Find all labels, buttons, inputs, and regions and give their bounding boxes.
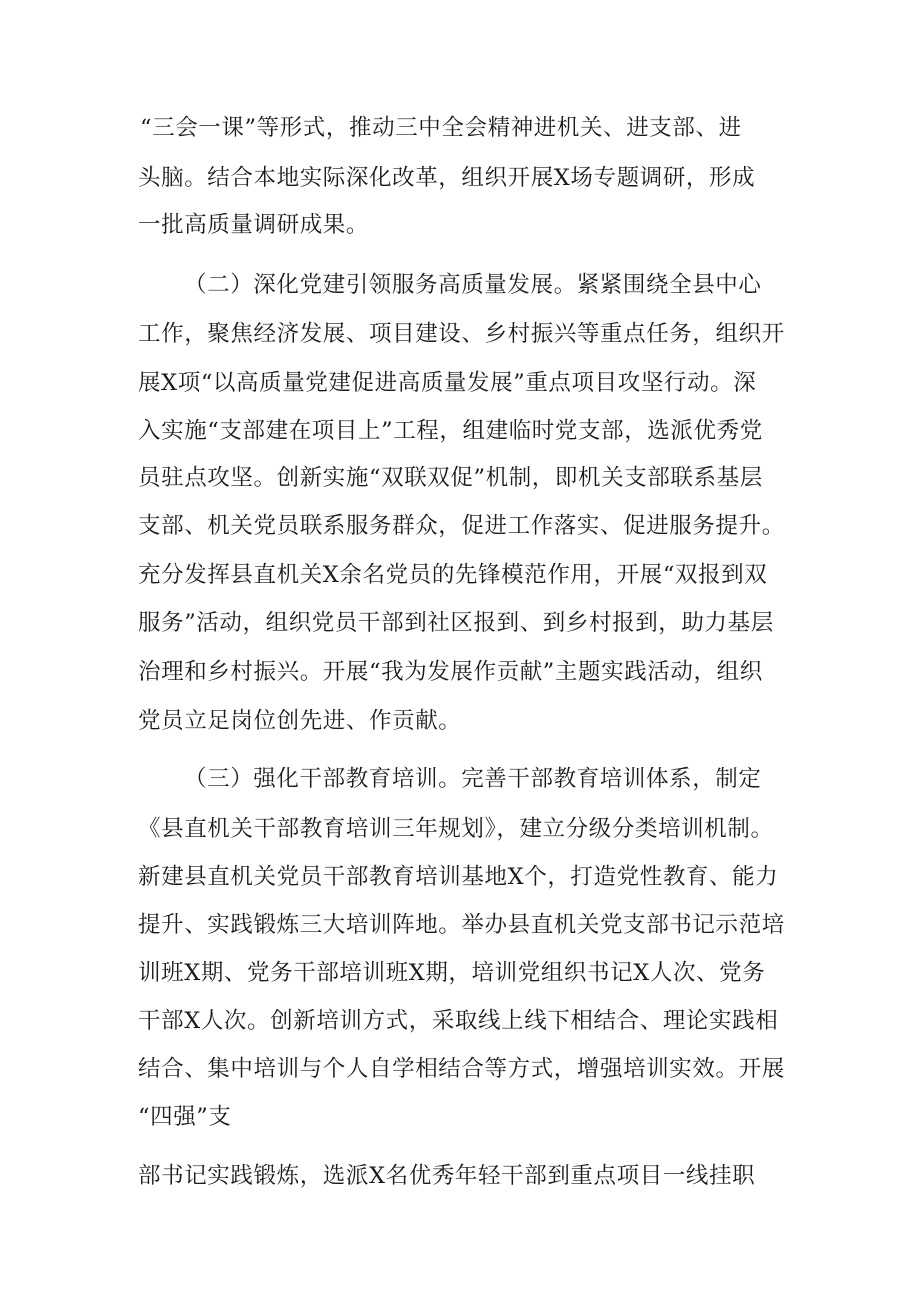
text-line: （二）深化党建引领服务高质量发展。紧紧围绕全县中心	[184, 272, 762, 298]
text-line: （三）强化干部教育培训。完善干部教育培训体系，制定	[184, 766, 762, 792]
text-line: 训班X期、党务干部培训班X期，培训党组织书记X人次、党务	[138, 960, 766, 986]
text-line: 党员立足岗位创先进、作贡献。	[138, 708, 462, 734]
text-line: 支部、机关党员联系服务群众，促进工作落实、促进服务提升。	[138, 513, 785, 539]
text-line: “三会一课”等形式，推动三中全会精神进机关、进支部、进	[140, 115, 742, 141]
text-line: 结合、集中培训与个人自学相结合等方式，增强培训实效。开展	[138, 1056, 785, 1082]
text-line: 头脑。结合本地实际深化改革，组织开展X场专题调研，形成	[138, 165, 756, 191]
text-line: 入实施“支部建在项目上”工程，组建临时党支部，选派优秀党	[138, 418, 763, 444]
text-line: “四强”支	[138, 1104, 232, 1130]
text-line: 部书记实践锻炼，选派X名优秀年轻干部到重点项目一线挂职	[138, 1163, 756, 1189]
text-line: 工作，聚焦经济发展、项目建设、乡村振兴等重点任务，组织开	[138, 321, 785, 347]
text-line: 员驻点攻坚。创新实施“双联双促”机制，即机关支部联系基层	[138, 465, 763, 491]
text-line: 展X项“以高质量党建促进高质量发展”重点项目攻坚行动。深	[138, 370, 757, 396]
text-line: 提升、实践锻炼三大培训阵地。举办县直机关党支部书记示范培	[138, 912, 785, 938]
text-line: 治理和乡村振兴。开展“我为发展作贡献”主题实践活动，组织	[138, 659, 763, 685]
text-line: 一批高质量调研成果。	[138, 212, 370, 238]
text-line: 《县直机关干部教育培训三年规划》，建立分级分类培训机制。	[138, 816, 774, 842]
text-line: 干部X人次。创新培训方式，采取线上线下相结合、理论实践相	[138, 1008, 779, 1034]
text-line: 新建县直机关党员干部教育培训基地X个，打造党性教育、能力	[138, 864, 779, 890]
text-line: 服务”活动，组织党员干部到社区报到、到乡村报到，助力基层	[138, 610, 774, 636]
text-line: 充分发挥县直机关X余名党员的先锋模范作用，开展“双报到双	[138, 562, 768, 588]
